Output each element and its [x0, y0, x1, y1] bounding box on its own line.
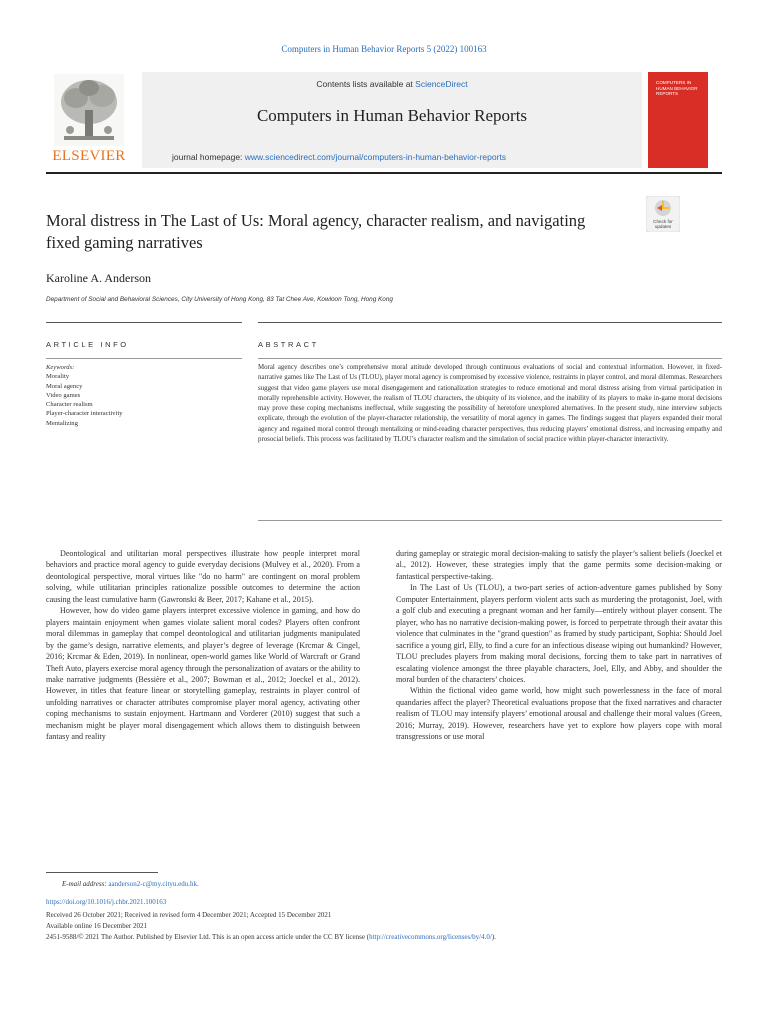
keyword-item[interactable]: Mentalizing	[46, 419, 78, 427]
journal-header	[46, 72, 722, 168]
email-label: E-mail address:	[62, 880, 107, 888]
license-suffix: ).	[491, 933, 496, 941]
keyword-item[interactable]: Character realism	[46, 401, 93, 409]
body-column-right	[396, 548, 722, 743]
homepage-line	[172, 152, 642, 162]
email-link[interactable]: aanderson2-c@my.cityu.edu.hk.	[108, 880, 199, 888]
body-paragraph: Within the fictional video game world, how might such powerlessness in the face of moral quandaries affect the player? Theoretical evaluations propose that the fixed narratives and character realism of TLOU may intensify players’ emotional arousal and challenge their moral values (Green, 2016; Murray, 2019). However, researchers have yet to explore how players cope with moral transgressions or use moral	[396, 686, 722, 742]
body-paragraph: In The Last of Us (TLOU), a two-part series of action-adventure games published by Sony Computer Entertainment, players perform violent acts such as murdering the protagonist, Joel, with a golf club and executing a pregnant woman and her family—entirely without player consent. The player, who has no narrative decision-making power, is forced to perpetrate through their avatar this violence that culminates in the "grand question" as framed by study participant, Sophia: Should Joel sacrifice a young girl, Elly, to find a cure for an infectious disease wiping out humankind? However, TLOU precludes players from making moral decisions, forcing them to take part in narratives of escalating violence amongst the three playable characters, Joel, Elly, and Abby, and shoulder the moral burden of the characters’ choices.	[396, 583, 722, 684]
online-date: Available online 16 December 2021	[46, 922, 147, 930]
sciencedirect-link[interactable]: ScienceDirect	[415, 79, 468, 89]
author-affiliation: Department of Social and Behavioral Sciences, City University of Hong Kong, 83 Tat Chee Ave, Kowloon Tong, Hong Kong	[46, 296, 393, 303]
article-title: Moral distress in The Last of Us: Moral agency, character realism, and navigating fixed gaming narratives	[46, 211, 586, 252]
elsevier-logo	[46, 72, 132, 168]
keyword-item[interactable]: Video games	[46, 391, 81, 399]
abstract-text: Moral agency describes one’s comprehensive moral attitude developed through continuous evaluations of social and contextual information. However, in fixed-narrative games like The Last of Us (TLOU), player moral agency is compromised by excessive violence, restraints in player control, and moral dilemmas. Researchers suggest that video game players use moral disengagement and rationalization strategies to reduce emotional and moral distress arising from virtual participation in morally reprehensible activity. However, the realism of TLOU characters, the ubiquity of its violence, and the inability of its players to make in-game moral decisions may prove these coping mechanisms ineffectual, while suggesting the possibility of heretofore unexplored alternatives. In the present study, nine interview subjects explicate, through the evolution of the player-character relationship, the versatility of moral agency in games. The findings suggest that players expanded their moral agency and regained moral control through mentalizing or mind-reading character perspectives, thus reducing players’ emotional distress, and increasing empathy and prosocial beliefs. This process was facilitated by TLOU’s character realism and the simulation of social practice within player-character interactivity.	[258, 364, 722, 444]
doi-link[interactable]: https://doi.org/10.1016/j.chbr.2021.100163	[46, 898, 167, 906]
abstract-bottom-rule	[258, 520, 722, 521]
keyword-item[interactable]: Morality	[46, 373, 70, 381]
license-line	[46, 933, 726, 941]
abstract-top-rule	[258, 322, 722, 323]
author-name[interactable]: Karoline A. Anderson	[46, 271, 151, 285]
header-rule	[46, 172, 722, 174]
keyword-item[interactable]: Moral agency	[46, 382, 83, 390]
homepage-label: journal homepage:	[172, 152, 245, 162]
contents-line	[142, 79, 642, 89]
body-paragraph: Deontological and utilitarian moral perspectives illustrate how people interpret moral behaviors and practice moral agency to guide everyday decisions (Mulvey et al., 2020). From a deontological perspective, moral virtues like "do no harm" are contingent on moral problem solving, while utilitarian principles rationalize possible outcomes to determine the action causing the least cumulative harm (Gawronski & Beer, 2017; Kahane et al., 2015).	[46, 549, 360, 604]
journal-citation[interactable]: Computers in Human Behavior Reports 5 (2022) 100163	[281, 44, 487, 54]
keywords-label: Keywords:	[46, 364, 75, 371]
contents-prefix: Contents lists available at	[316, 79, 416, 89]
cover-title: COMPUTERS IN HUMAN BEHAVIOR REPORTS	[656, 80, 698, 96]
info-sub-rule	[46, 358, 242, 359]
journal-cover-thumbnail[interactable]	[648, 72, 708, 168]
email-footnote	[62, 880, 199, 888]
crossmark-icon	[646, 196, 680, 232]
body-paragraph: However, how do video game players interpret excessive violence in gaming, and how do players maintain enjoyment when games violate salient moral codes? Players often confront moral dilemmas in gameplay that compel deontological and utilitarian judgments manipulated by the game’s design, narrative elements, and player’s degree of leverage (Krcmar & Cingel, 2016; Krcmar & Eden, 2019). In nonlinear, open-world games like World of Warcraft or Grand Theft Auto, players exercise moral agency through the personalization of avatars or the ability to make narrative judgments (Bessière et al., 2007; Bowman et al., 2012; Joeckel et al., 2012). However, in titles that feature linear or storytelling gameplay, restraints in player control of unfolding narratives or character attributes compromise player moral agency, activating other coping mechanisms to sustain enjoyment. Hartmann and Vorderer (2010) suggest that such a mechanism might be player moral disengagement which allows them to distinguish between fantasy and reality	[46, 606, 360, 742]
body-paragraph: during gameplay or strategic moral decision-making to satisfy the player’s salient beliefs (Joeckel et al., 2012). However, these strategies imply that the game permits some decision-making or fantastical perspective-taking.	[396, 549, 722, 581]
license-prefix: 2451-9588/© 2021 The Author. Published by Elsevier Ltd. This is an open access article under the CC BY license (	[46, 933, 370, 941]
footnote-rule	[46, 872, 158, 873]
check-for-updates-badge[interactable]	[646, 196, 680, 232]
keywords-block	[46, 363, 242, 428]
journal-title: Computers in Human Behavior Reports	[256, 106, 528, 125]
crossmark-line2: updates	[654, 224, 672, 229]
article-dates: Received 26 October 2021; Received in revised form 4 December 2021; Accepted 15 December 2021	[46, 911, 332, 919]
elsevier-tree-icon	[54, 74, 124, 146]
abstract-sub-rule	[258, 358, 722, 359]
keyword-item[interactable]: Player-character interactivity	[46, 410, 123, 418]
info-top-rule	[46, 322, 242, 323]
header-center-panel	[142, 72, 642, 168]
crossmark-line1: Check for	[653, 219, 673, 224]
homepage-link[interactable]: www.sciencedirect.com/journal/computers-in-human-behavior-reports	[244, 152, 507, 162]
article-info-heading: ARTICLE INFO	[46, 340, 129, 349]
license-link[interactable]: http://creativecommons.org/licenses/by/4.0/	[369, 933, 492, 941]
abstract-heading: ABSTRACT	[258, 340, 319, 349]
body-column-left	[46, 548, 360, 743]
elsevier-wordmark: ELSEVIER	[52, 148, 126, 164]
